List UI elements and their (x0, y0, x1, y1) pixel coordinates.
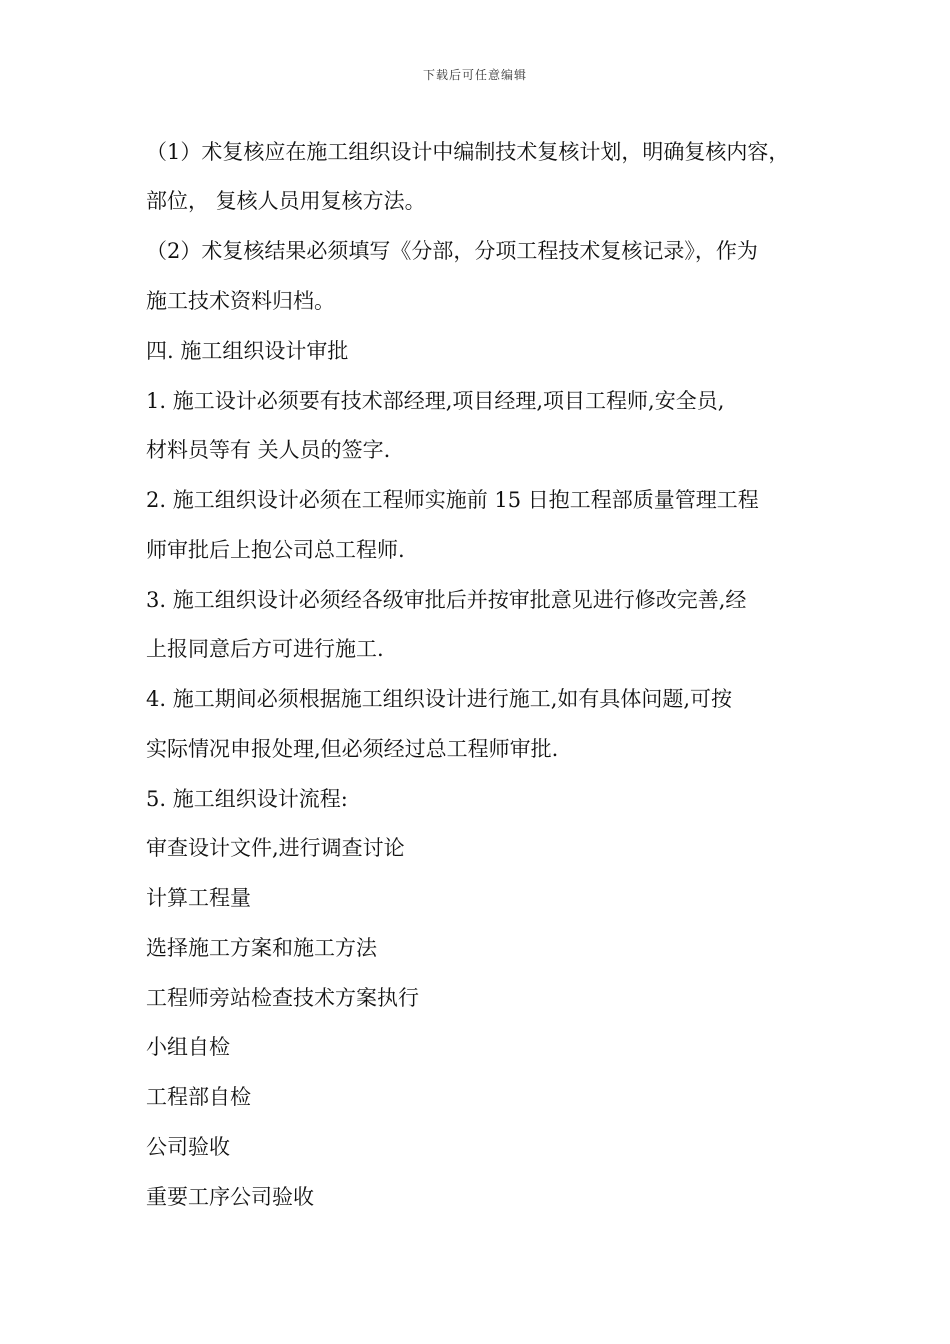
flow-step: 工程部自检 (146, 1085, 251, 1109)
page-header: 下载后可任意编辑 (422, 68, 527, 82)
flow-step: 工程师旁站检查技术方案执行 (146, 986, 419, 1010)
text-line: 4. 施工期间必须根据施工组织设计进行施工,如有具体问题,可按 (146, 687, 733, 711)
text-line: （2）术复核结果必须填写《分部，分项工程技术复核记录》，作为 (146, 239, 758, 263)
flow-step: 公司验收 (146, 1135, 230, 1159)
flow-step: 小组自检 (146, 1035, 230, 1059)
text-line: 上报同意后方可进行施工. (146, 637, 384, 661)
text-line: 3. 施工组织设计必须经各级审批后并按审批意见进行修改完善,经 (146, 588, 747, 612)
text-line: 2. 施工组织设计必须在工程师实施前 15 日抱工程部质量管理工程 (146, 488, 759, 512)
text-line: 部位， 复核人员用复核方法。 (146, 189, 426, 213)
flow-step: 选择施工方案和施工方法 (146, 936, 377, 960)
text-line: 施工技术资料归档。 (146, 289, 335, 313)
text-line: （1）术复核应在施工组织设计中编制技术复核计划，明确复核内容， (146, 140, 790, 164)
flow-step: 审查设计文件,进行调查讨论 (146, 836, 405, 860)
text-line: 5. 施工组织设计流程: (146, 787, 348, 811)
text-line: 实际情况申报处理,但必须经过总工程师审批. (146, 737, 559, 761)
flow-step: 重要工序公司验收 (146, 1185, 314, 1209)
text-line: 材料员等有 关人员的签字. (146, 438, 391, 462)
flow-step: 计算工程量 (146, 886, 251, 910)
text-line: 1. 施工设计必须要有技术部经理,项目经理,项目工程师,安全员, (146, 389, 725, 413)
text-line: 师审批后上抱公司总工程师. (146, 538, 405, 562)
section-heading: 四. 施工组织设计审批 (146, 339, 349, 363)
